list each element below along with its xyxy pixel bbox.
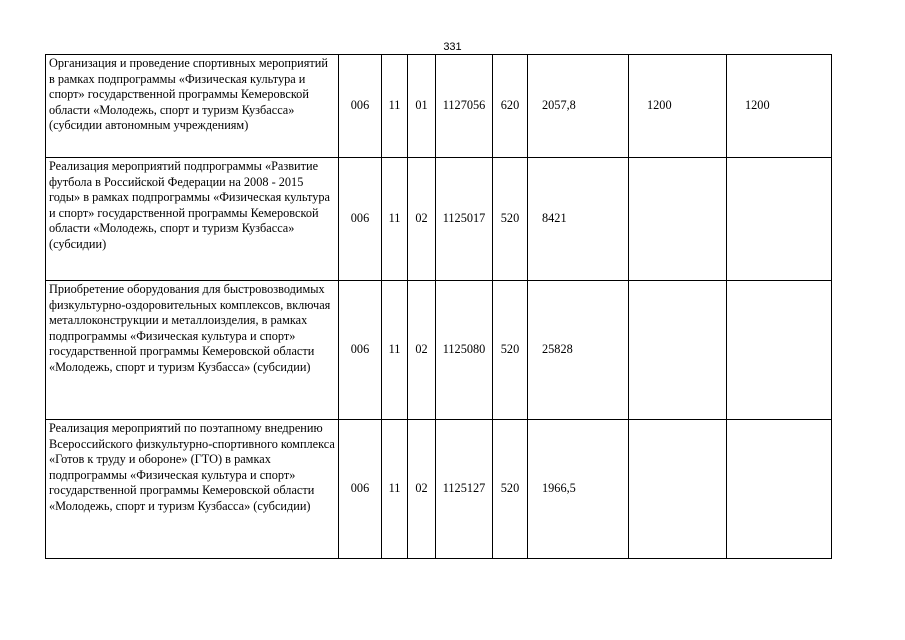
target-code: 1125080 [436,281,493,420]
table-row [46,55,832,158]
target-code: 1127056 [436,55,493,158]
section-code: 11 [382,281,408,420]
section-code: 11 [382,158,408,281]
row-description: Реализация мероприятий подпрограммы «Развитие футбола в Российской Федерации на 2008 - 2015 годы» в рамках подпрограммы «Физическая культура и спорт» государственной программы Кемеровской области «Молодежь, спорт и туризм Кузбасса» (субсидии) [46,158,339,281]
ministry-code: 006 [339,55,382,158]
ministry-code: 006 [339,420,382,559]
target-code: 1125017 [436,158,493,281]
table-row [46,420,832,559]
expense-type-code: 520 [493,158,528,281]
row-description: Реализация мероприятий по поэтапному внедрению Всероссийского физкультурно-спортивного комплекса «Готов к труду и обороне» (ГТО) в рамках подпрограммы «Физическая культура и спорт» государственной программы Кемеровской области «Молодежь, спорт и туризм Кузбасса» (субсидии) [46,420,339,559]
page-number: 331 [443,41,462,53]
subsection-code: 02 [408,158,436,281]
amount-year-2 [629,281,727,420]
expense-type-code: 520 [493,420,528,559]
row-description: Приобретение оборудования для быстровозводимых физкультурно-оздоровительных комплексов, включая металлоконструкции и металлоизделия, в рамках подпрограммы «Физическая культура и спорт» государственной программы Кемеровской области «Молодежь, спорт и туризм Кузбасса» (субсидии) [46,281,339,420]
row-description: Организация и проведение спортивных мероприятий в рамках подпрограммы «Физическая культура и спорт» государственной программы Кемеровской области «Молодежь, спорт и туризм Кузбасса» (субсидии автономным учреждениям) [46,55,339,158]
table-row [46,281,832,420]
table-row [46,158,832,281]
section-code: 11 [382,55,408,158]
amount-year-1: 2057,8 [528,55,629,158]
amount-year-1: 8421 [528,158,629,281]
amount-year-3 [727,281,832,420]
budget-table-body [46,55,832,559]
amount-year-2: 1200 [629,55,727,158]
amount-year-3: 1200 [727,55,832,158]
amount-year-2 [629,420,727,559]
section-code: 11 [382,420,408,559]
amount-year-1: 1966,5 [528,420,629,559]
amount-year-1: 25828 [528,281,629,420]
subsection-code: 01 [408,55,436,158]
expense-type-code: 620 [493,55,528,158]
amount-year-3 [727,158,832,281]
ministry-code: 006 [339,158,382,281]
budget-table [45,54,832,559]
amount-year-2 [629,158,727,281]
expense-type-code: 520 [493,281,528,420]
ministry-code: 006 [339,281,382,420]
amount-year-3 [727,420,832,559]
subsection-code: 02 [408,281,436,420]
subsection-code: 02 [408,420,436,559]
target-code: 1125127 [436,420,493,559]
